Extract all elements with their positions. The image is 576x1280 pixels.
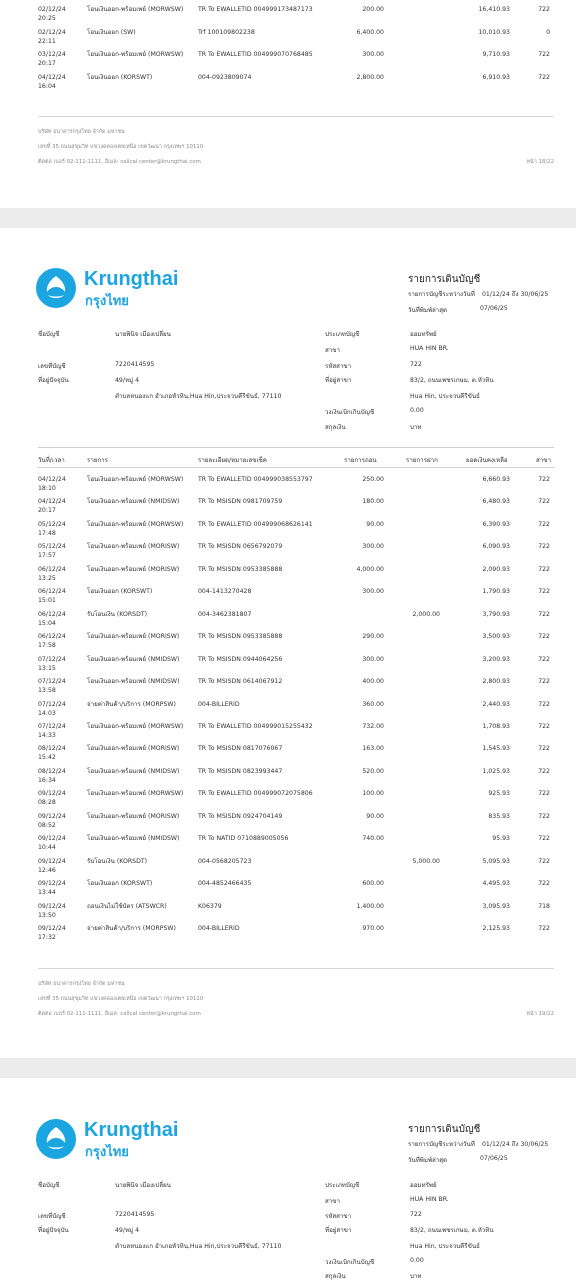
- footer-address: เลขที่ 35 ถนนสุขุมวิท แขวงคลองเตยเหนือ เขตวัฒนา กรุงเทพฯ 10110: [38, 996, 204, 1002]
- txn-date: 04/12/24: [38, 73, 66, 81]
- branch-address-1: 83/2, ถนนเพชรเกษม, ต.หัวหิน: [410, 1227, 494, 1234]
- txn-withdrawal: 300.00: [362, 543, 384, 551]
- txn-detail: TR To EWALLETID 004999072075806: [198, 790, 313, 798]
- txn-description: โอนเงินออก-พร้อมเพย์ (MORWSW): [87, 476, 184, 483]
- txn-date: 07/12/24: [38, 700, 66, 708]
- txn-detail: TR To EWALLETID 004999038553797: [198, 476, 313, 483]
- txn-detail: TR To MSISDN 0953385888: [198, 565, 283, 573]
- table-row: [0, 678, 576, 700]
- txn-balance: 16,410.93: [478, 6, 510, 13]
- txn-balance: 6,090.93: [482, 543, 510, 551]
- txn-time: 13:25: [38, 574, 56, 582]
- account-type: ออมทรัพย์: [410, 1182, 437, 1189]
- currency-label: สกุลเงิน: [325, 1273, 346, 1280]
- txn-description: โอนเงินออก-พร้อมเพย์ (MORWSW): [87, 6, 184, 13]
- txn-time: 15:01: [38, 597, 56, 605]
- txn-branch: 722: [538, 812, 550, 820]
- txn-branch: 722: [538, 565, 550, 573]
- txn-balance: 6,910.93: [482, 73, 510, 81]
- krungthai-bird-icon: [36, 1119, 76, 1159]
- txn-description: โอนเงินออก (KORSWT): [87, 880, 153, 888]
- txn-time: 17:48: [38, 529, 56, 537]
- account-name: นายพินิจ เมืองเปลี่ยน: [115, 1182, 171, 1189]
- txn-date: 09/12/24: [38, 790, 66, 798]
- txn-detail: TR To MSISDN 0817076067: [198, 745, 283, 753]
- logo-text-en: Krungthai: [84, 268, 179, 290]
- txn-description: โอนเงินออก-พร้อมเพย์ (MORWSW): [87, 520, 184, 528]
- txn-time: 12:46: [38, 866, 56, 874]
- txn-branch: 722: [538, 722, 550, 730]
- txn-date: 07/12/24: [38, 678, 66, 686]
- txn-branch: 722: [538, 498, 550, 506]
- txn-branch: 722: [538, 880, 550, 888]
- branch-address-1: 83/2, ถนนเพชรเกษม, ต.หัวหิน: [410, 377, 494, 384]
- currency-value: บาท: [410, 1273, 422, 1280]
- footer-company: บริษัท ธนาคารกรุงไทย จำกัด มหาชน: [38, 981, 125, 987]
- footer-address: เลขที่ 35 ถนนสุขุมวิท แขวงคลองเตยเหนือ เขตวัฒนา กรุงเทพฯ 10110: [38, 144, 204, 150]
- txn-detail: TR To MSISDN 0944064256: [198, 655, 283, 663]
- col-header-datetime: วันที่/เวลา: [38, 457, 65, 464]
- col-header-desc: รายการ: [87, 457, 108, 464]
- table-row: [0, 723, 576, 745]
- txn-description: โอนเงินออก-พร้อมเพย์ (MORWSW): [87, 790, 184, 798]
- txn-withdrawal: 2,800.00: [356, 73, 384, 81]
- krungthai-logo: [36, 268, 179, 310]
- print-date-label: วันที่พิมพ์ล่าสุด: [408, 307, 448, 314]
- txn-description: โอนเงินออก-พร้อมเพย์ (MORISW): [87, 812, 180, 820]
- statement-title: รายการเดินบัญชี: [408, 1124, 481, 1135]
- txn-date: 02/12/24: [38, 28, 66, 36]
- txn-date: 02/12/24: [38, 6, 66, 13]
- txn-description: จ่ายค่าสินค้า/บริการ (MORPSW): [87, 700, 176, 708]
- account-name-label: ชื่อบัญชี: [38, 331, 60, 338]
- txn-balance: 3,790.93: [482, 610, 510, 618]
- krungthai-bird-icon: [36, 268, 76, 308]
- address-label: ที่อยู่ปัจจุบัน: [38, 1227, 69, 1234]
- table-row: [0, 476, 576, 498]
- txn-detail: TR To NATID 0710889005056: [198, 835, 289, 843]
- print-date-value: 07/06/25: [480, 305, 508, 312]
- txn-balance: 6,390.93: [482, 520, 510, 528]
- txn-balance: 6,480.93: [482, 498, 510, 506]
- txn-detail: TR To MSISDN 0953385888: [198, 633, 283, 641]
- txn-date: 07/12/24: [38, 655, 66, 663]
- table-row: [0, 903, 576, 925]
- account-no: 7220414595: [115, 1211, 155, 1218]
- print-date-value: 07/06/25: [480, 1155, 508, 1162]
- account-name-label: ชื่อบัญชี: [38, 1182, 60, 1189]
- account-no-label: เลขที่บัญชี: [38, 1213, 66, 1220]
- logo-text-en: Krungthai: [84, 1119, 179, 1141]
- col-header-detail: รายละเอียด/หมายเลขเช็ค: [198, 457, 267, 464]
- col-header-branch: สาขา: [536, 457, 551, 464]
- statement-page-19: [0, 228, 576, 1058]
- txn-description: โอนเงินออก (KORSWT): [87, 588, 153, 596]
- txn-withdrawal: 360.00: [362, 700, 384, 708]
- txn-detail: TR To MSISDN 0924704149: [198, 812, 283, 820]
- txn-balance: 3,200.93: [482, 655, 510, 663]
- txn-balance: 1,545.93: [482, 745, 510, 753]
- txn-detail: Trf 100109802238: [198, 28, 255, 36]
- txn-time: 20:17: [38, 507, 56, 515]
- txn-time: 10:44: [38, 844, 56, 852]
- txn-branch: 722: [538, 633, 550, 641]
- txn-balance: 9,710.93: [482, 51, 510, 58]
- txn-date: 09/12/24: [38, 925, 66, 932]
- txn-balance: 2,440.93: [482, 700, 510, 708]
- address-line-2: ตำบลหนองแก อำเภอหัวหิน,Hua Hin,ประจวบคีรีขันธ์, 77110: [115, 393, 282, 400]
- txn-branch: 722: [538, 610, 550, 618]
- txn-withdrawal: 90.00: [366, 520, 384, 528]
- table-row: [0, 74, 576, 96]
- branch-code-label: รหัสสาขา: [325, 363, 352, 370]
- txn-withdrawal: 732.00: [362, 722, 384, 730]
- txn-branch: 722: [538, 835, 550, 843]
- txn-balance: 3,500.93: [482, 633, 510, 641]
- branch-code: 722: [410, 361, 422, 368]
- branch-address-label: ที่อยู่สาขา: [325, 377, 352, 384]
- txn-withdrawal: 300.00: [362, 588, 384, 596]
- page-number: หน้า 18/22: [526, 159, 554, 165]
- txn-withdrawal: 90.00: [366, 812, 384, 820]
- logo-text-th: กรุงไทย: [85, 1145, 129, 1160]
- account-no: 7220414595: [115, 361, 155, 368]
- txn-withdrawal: 200.00: [362, 6, 384, 13]
- txn-description: โอนเงินออก (KORSWT): [87, 73, 153, 81]
- txn-time: 13:50: [38, 911, 56, 919]
- txn-description: โอนเงินออก-พร้อมเพย์ (MORWSW): [87, 51, 184, 58]
- txn-date: 08/12/24: [38, 745, 66, 753]
- txn-withdrawal: 163.00: [362, 745, 384, 753]
- txn-balance: 95.93: [492, 835, 510, 843]
- txn-detail: TR To EWALLETID 004999015255432: [198, 722, 313, 730]
- txn-withdrawal: 290.00: [362, 633, 384, 641]
- txn-branch: 722: [538, 790, 550, 798]
- txn-time: 13:44: [38, 889, 56, 897]
- txn-branch: 722: [538, 73, 550, 81]
- txn-withdrawal: 740.00: [362, 835, 384, 843]
- period-value: 01/12/24 ถึง 30/06/25: [482, 291, 549, 298]
- col-header-deposit: รายการฝาก: [406, 457, 438, 464]
- txn-branch: 722: [538, 543, 550, 551]
- txn-date: 05/12/24: [38, 543, 66, 551]
- txn-time: 20:17: [38, 60, 56, 67]
- txn-date: 09/12/24: [38, 812, 66, 820]
- footer-contact: ติดต่อ เบอร์ 02-111-1111, อีเมล: callcal center@krungthai.com: [38, 1011, 201, 1017]
- txn-time: 18:10: [38, 485, 56, 492]
- txn-detail: 004-BILLERID: [198, 700, 240, 708]
- txn-branch: 722: [538, 476, 550, 483]
- txn-deposit: 5,000.00: [412, 857, 440, 865]
- account-no-label: เลขที่บัญชี: [38, 363, 66, 370]
- txn-time: 15:42: [38, 754, 56, 762]
- txn-balance: 925.93: [488, 790, 510, 798]
- txn-withdrawal: 180.00: [362, 498, 384, 506]
- account-name: นายพินิจ เมืองเปลี่ยน: [115, 331, 171, 338]
- statement-page-18: [0, 0, 576, 208]
- table-row: [0, 6, 576, 28]
- txn-description: โอนเงินออก-พร้อมเพย์ (MORWSW): [87, 722, 184, 730]
- txn-date: 06/12/24: [38, 588, 66, 596]
- txn-branch: 0: [546, 28, 550, 36]
- branch-label: สาขา: [325, 347, 340, 354]
- branch-code: 722: [410, 1211, 422, 1218]
- txn-balance: 1,708.93: [482, 722, 510, 730]
- txn-branch: 722: [538, 655, 550, 663]
- txn-withdrawal: 520.00: [362, 767, 384, 775]
- table-row: [0, 29, 576, 51]
- txn-branch: 722: [538, 857, 550, 865]
- branch-name: HUA HIN BR.: [410, 1196, 449, 1203]
- table-header-rule: [38, 467, 554, 468]
- txn-description: รับโอนเงิน (KORSDT): [87, 610, 148, 618]
- txn-withdrawal: 4,000.00: [356, 565, 384, 573]
- txn-time: 22:11: [38, 37, 56, 45]
- col-header-withdrawal: รายการถอน: [344, 457, 377, 464]
- txn-branch: 722: [538, 6, 550, 13]
- txn-withdrawal: 300.00: [362, 655, 384, 663]
- account-type: ออมทรัพย์: [410, 331, 437, 338]
- address-line-2: ตำบลหนองแก อำเภอหัวหิน,Hua Hin,ประจวบคีรีขันธ์, 77110: [115, 1243, 282, 1250]
- txn-date: 08/12/24: [38, 767, 66, 775]
- currency-value: บาท: [410, 424, 422, 431]
- overdraft-value: 0.00: [410, 1257, 424, 1264]
- txn-branch: 722: [538, 700, 550, 708]
- footer-company: บริษัท ธนาคารกรุงไทย จำกัด มหาชน: [38, 129, 125, 135]
- txn-balance: 5,095.93: [482, 857, 510, 865]
- txn-description: โอนเงินออก-พร้อมเพย์ (MORISW): [87, 745, 180, 753]
- txn-time: 13:58: [38, 687, 56, 695]
- txn-branch: 718: [538, 902, 550, 910]
- txn-withdrawal: 1,400.00: [356, 902, 384, 910]
- txn-date: 09/12/24: [38, 880, 66, 888]
- txn-time: 20:25: [38, 15, 56, 22]
- txn-time: 14:33: [38, 731, 56, 739]
- txn-date: 06/12/24: [38, 565, 66, 573]
- period-value: 01/12/24 ถึง 30/06/25: [482, 1141, 549, 1148]
- txn-withdrawal: 100.00: [362, 790, 384, 798]
- table-row: [0, 858, 576, 880]
- txn-branch: 722: [538, 745, 550, 753]
- txn-withdrawal: 300.00: [362, 51, 384, 58]
- txn-detail: TR To MSISDN 0981709759: [198, 498, 283, 506]
- table-row: [0, 701, 576, 723]
- txn-description: โอนเงินออก-พร้อมเพย์ (NMIDSW): [87, 655, 180, 663]
- txn-balance: 4,495.93: [482, 880, 510, 888]
- txn-balance: 1,790.93: [482, 588, 510, 596]
- address-label: ที่อยู่ปัจจุบัน: [38, 377, 69, 384]
- txn-balance: 835.93: [488, 812, 510, 820]
- txn-date: 05/12/24: [38, 520, 66, 528]
- txn-detail: TR To EWALLETID 004999173487173: [198, 6, 313, 13]
- txn-description: โอนเงินออก-พร้อมเพย์ (NMIDSW): [87, 835, 180, 843]
- branch-code-label: รหัสสาขา: [325, 1213, 352, 1220]
- txn-detail: TR To MSISDN 0823993447: [198, 767, 283, 775]
- table-row: [0, 745, 576, 767]
- txn-branch: 722: [538, 588, 550, 596]
- txn-branch: 722: [538, 925, 550, 932]
- txn-date: 06/12/24: [38, 633, 66, 641]
- txn-description: โอนเงินออก-พร้อมเพย์ (NMIDSW): [87, 498, 180, 506]
- txn-detail: TR To EWALLETID 004999068626141: [198, 520, 313, 528]
- txn-detail: TR To MSISDN 0656792079: [198, 543, 283, 551]
- col-header-balance: ยอดเงินคงเหลือ: [466, 457, 508, 464]
- txn-detail: TR To MSISDN 0614067912: [198, 678, 283, 686]
- overdraft-value: 0.00: [410, 407, 424, 414]
- table-row: [0, 566, 576, 588]
- txn-balance: 10,010.93: [478, 28, 510, 36]
- table-top-rule: [38, 447, 554, 448]
- table-row: [0, 611, 576, 633]
- table-row: [0, 768, 576, 790]
- logo-text-th: กรุงไทย: [85, 294, 129, 309]
- overdraft-label: วงเงินเบิกเกินบัญชี: [325, 1259, 375, 1266]
- txn-balance: 2,125.93: [482, 925, 510, 932]
- txn-detail: 004-BILLERID: [198, 925, 240, 932]
- txn-description: โอนเงินออก (SW): [87, 28, 136, 36]
- footer-divider: [38, 116, 554, 117]
- txn-description: โอนเงินออก-พร้อมเพย์ (MORISW): [87, 565, 180, 573]
- txn-detail: 004-0568205723: [198, 857, 252, 865]
- txn-detail: 004-1413270428: [198, 588, 252, 596]
- txn-time: 15:04: [38, 619, 56, 627]
- account-type-label: ประเภทบัญชี: [325, 331, 360, 338]
- footer-contact: ติดต่อ เบอร์ 02-111-1111, อีเมล: callcal center@krungthai.com: [38, 159, 201, 165]
- table-row: [0, 521, 576, 543]
- period-label: รายการบัญชีระหว่างวันที่: [408, 1141, 475, 1148]
- table-row: [0, 813, 576, 835]
- statement-page-20: [0, 1078, 576, 1280]
- txn-balance: 2,800.93: [482, 678, 510, 686]
- txn-balance: 3,095.93: [482, 902, 510, 910]
- txn-time: 14:03: [38, 709, 56, 717]
- txn-branch: 722: [538, 520, 550, 528]
- table-row: [0, 543, 576, 565]
- txn-description: รับโอนเงิน (KORSDT): [87, 857, 148, 865]
- txn-branch: 722: [538, 767, 550, 775]
- branch-name: HUA HIN BR.: [410, 345, 449, 352]
- txn-detail: K06379: [198, 902, 222, 910]
- txn-balance: 6,660.93: [482, 476, 510, 483]
- address-line-1: 49/หมู่ 4: [115, 377, 140, 384]
- txn-detail: 004-0923809074: [198, 73, 252, 81]
- txn-detail: TR To EWALLETID 004999070768485: [198, 51, 313, 58]
- txn-description: ถอนเงินไม่ใช้บัตร (ATSWCR): [87, 902, 167, 910]
- txn-withdrawal: 6,400.00: [356, 28, 384, 36]
- txn-time: 13:15: [38, 664, 56, 672]
- txn-branch: 722: [538, 678, 550, 686]
- txn-date: 04/12/24: [38, 498, 66, 506]
- txn-time: 08:52: [38, 821, 56, 829]
- account-type-label: ประเภทบัญชี: [325, 1182, 360, 1189]
- txn-balance: 1,025.93: [482, 767, 510, 775]
- print-date-label: วันที่พิมพ์ล่าสุด: [408, 1157, 448, 1164]
- statement-title: รายการเดินบัญชี: [408, 274, 481, 285]
- txn-detail: 004-3462381807: [198, 610, 252, 618]
- overdraft-label: วงเงินเบิกเกินบัญชี: [325, 409, 375, 416]
- branch-address-2: Hua Hin, ประจวบคีรีขันธ์: [410, 1243, 480, 1250]
- period-label: รายการบัญชีระหว่างวันที่: [408, 291, 475, 298]
- txn-date: 03/12/24: [38, 51, 66, 58]
- address-line-1: 49/หมู่ 4: [115, 1227, 140, 1234]
- table-row: [0, 633, 576, 655]
- txn-description: โอนเงินออก-พร้อมเพย์ (NMIDSW): [87, 678, 180, 686]
- table-row: [0, 656, 576, 678]
- txn-withdrawal: 600.00: [362, 880, 384, 888]
- table-row: [0, 588, 576, 610]
- branch-label: สาขา: [325, 1198, 340, 1205]
- txn-balance: 2,090.93: [482, 565, 510, 573]
- page-number: หน้า 19/22: [526, 1011, 554, 1017]
- txn-time: 16:34: [38, 776, 56, 784]
- table-row: [0, 880, 576, 902]
- txn-date: 09/12/24: [38, 835, 66, 843]
- txn-date: 04/12/24: [38, 476, 66, 483]
- txn-time: 17:57: [38, 552, 56, 560]
- branch-address-label: ที่อยู่สาขา: [325, 1227, 352, 1234]
- txn-withdrawal: 250.00: [362, 476, 384, 483]
- currency-label: สกุลเงิน: [325, 424, 346, 431]
- branch-address-2: Hua Hin, ประจวบคีรีขันธ์: [410, 393, 480, 400]
- txn-time: 17:58: [38, 642, 56, 650]
- footer-divider: [38, 968, 554, 969]
- table-row: [0, 51, 576, 73]
- krungthai-logo: [36, 1119, 179, 1161]
- txn-description: โอนเงินออก-พร้อมเพย์ (MORISW): [87, 633, 180, 641]
- txn-date: 07/12/24: [38, 722, 66, 730]
- txn-description: โอนเงินออก-พร้อมเพย์ (NMIDSW): [87, 767, 180, 775]
- txn-time: 08:28: [38, 799, 56, 807]
- txn-withdrawal: 970.00: [362, 925, 384, 932]
- table-row: [0, 790, 576, 812]
- txn-withdrawal: 400.00: [362, 678, 384, 686]
- txn-description: โอนเงินออก-พร้อมเพย์ (MORISW): [87, 543, 180, 551]
- txn-branch: 722: [538, 51, 550, 58]
- txn-description: จ่ายค่าสินค้า/บริการ (MORPSW): [87, 925, 176, 932]
- table-row: [0, 925, 576, 947]
- table-row: [0, 498, 576, 520]
- txn-date: 09/12/24: [38, 902, 66, 910]
- txn-time: 16:04: [38, 82, 56, 90]
- txn-deposit: 2,000.00: [412, 610, 440, 618]
- table-row: [0, 835, 576, 857]
- txn-date: 09/12/24: [38, 857, 66, 865]
- txn-date: 06/12/24: [38, 610, 66, 618]
- txn-time: 17:32: [38, 934, 56, 941]
- txn-detail: 004-4852466435: [198, 880, 252, 888]
